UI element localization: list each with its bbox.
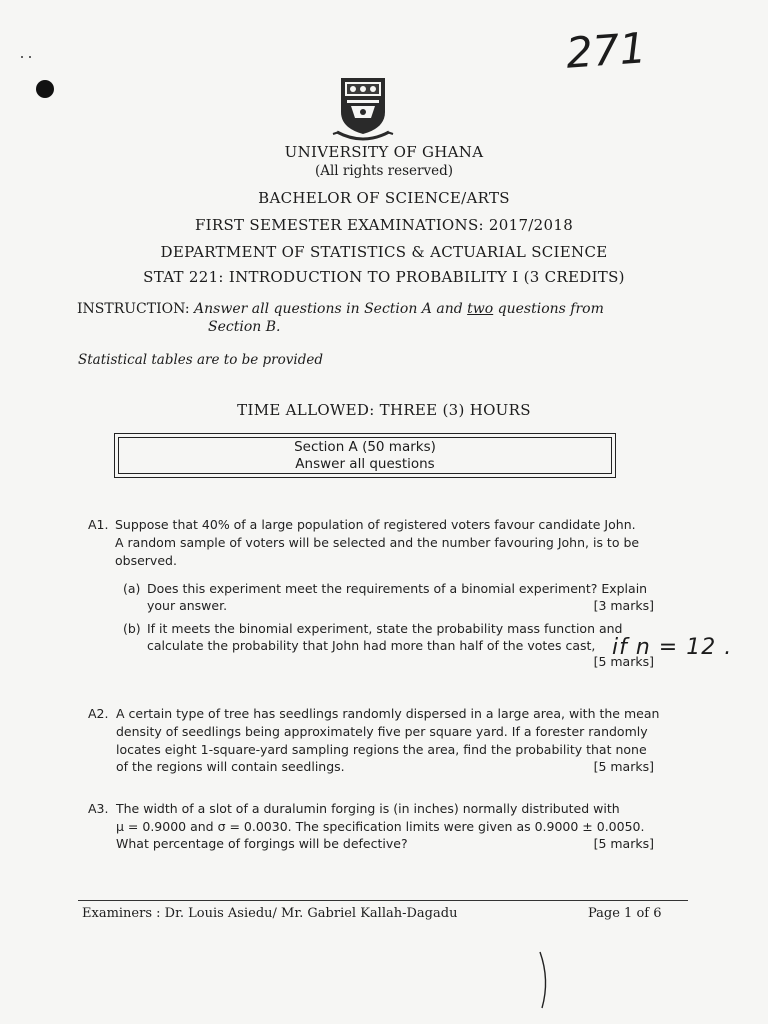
marks-label: [5 marks] (593, 654, 654, 669)
subquestion-text: your answer. (147, 598, 228, 613)
instruction-text-3: Section B. (208, 319, 281, 335)
course-title: STAT 221: INTRODUCTION TO PROBABILITY I (3 CREDITS) (143, 268, 625, 286)
handwritten-bracket-mark (536, 950, 556, 1010)
department-name: DEPARTMENT OF STATISTICS & ACTUARIAL SCIENCE (160, 243, 608, 261)
question-number: A1. (88, 517, 109, 532)
footer-page-number: Page 1 of 6 (588, 906, 662, 921)
scan-mark (20, 44, 34, 46)
subquestion-text: Does this experiment meet the requirements of a binomial experiment? Explain (147, 581, 648, 596)
marks-label: [5 marks] (593, 759, 654, 774)
subquestion-text: calculate the probability that John had more than half of the votes cast, (147, 638, 596, 653)
question-text: μ = 0.9000 and σ = 0.0030. The specification limits were given as 0.9000 ± 0.0050. (116, 819, 645, 834)
marks-label: [5 marks] (593, 836, 654, 851)
university-name: UNIVERSITY OF GHANA (284, 143, 484, 161)
question-text: observed. (115, 553, 177, 568)
question-text: A certain type of tree has seedlings randomly dispersed in a large area, with the mean (116, 706, 660, 721)
instruction-text-2: questions from (497, 301, 604, 317)
question-text: density of seedlings being approximately five per square yard. If a forester randomly (116, 724, 648, 739)
section-title: Section A (50 marks) (294, 439, 436, 455)
question-text: What percentage of forgings will be defective? (116, 836, 408, 851)
section-a-box (114, 433, 616, 478)
footer-divider (78, 900, 688, 901)
handwritten-page-number: 271 (564, 23, 648, 78)
subquestion-label: (b) (123, 621, 141, 636)
instruction-text-1: Answer all questions in Section A and (194, 301, 463, 317)
question-text: The width of a slot of a duralumin forging is (in inches) normally distributed with (116, 801, 620, 816)
section-subtitle: Answer all questions (295, 456, 435, 472)
degree-title: BACHELOR OF SCIENCE/ARTS (258, 189, 510, 207)
instruction-block (77, 300, 677, 336)
instruction-emphasis: two (467, 301, 494, 317)
question-text: of the regions will contain seedlings. (116, 759, 345, 774)
tables-note: Statistical tables are to be provided (78, 352, 323, 368)
question-text: A random sample of voters will be selected and the number favouring John, is to be (115, 535, 640, 550)
subquestion-label: (a) (123, 581, 141, 596)
university-crest-logo (331, 72, 395, 144)
question-number: A2. (88, 706, 109, 721)
subquestion-text: If it meets the binomial experiment, state the probability mass function and (147, 621, 623, 636)
marks-label: [3 marks] (593, 598, 654, 613)
handwritten-annotation: if n = 12 . (612, 635, 733, 660)
exam-title: FIRST SEMESTER EXAMINATIONS: 2017/2018 (194, 216, 574, 234)
rights-reserved: (All rights reserved) (314, 163, 454, 179)
footer-examiners: Examiners : Dr. Louis Asiedu/ Mr. Gabriel Kallah-Dagadu (82, 906, 458, 921)
question-text: locates eight 1-square-yard sampling regions the area, find the probability that none (116, 742, 647, 757)
instruction-label: INSTRUCTION: (77, 301, 190, 317)
time-allowed: TIME ALLOWED: THREE (3) HOURS (237, 401, 531, 419)
punch-hole-dot (36, 80, 54, 98)
question-number: A3. (88, 801, 109, 816)
question-text: Suppose that 40% of a large population of registered voters favour candidate John. (115, 517, 636, 532)
